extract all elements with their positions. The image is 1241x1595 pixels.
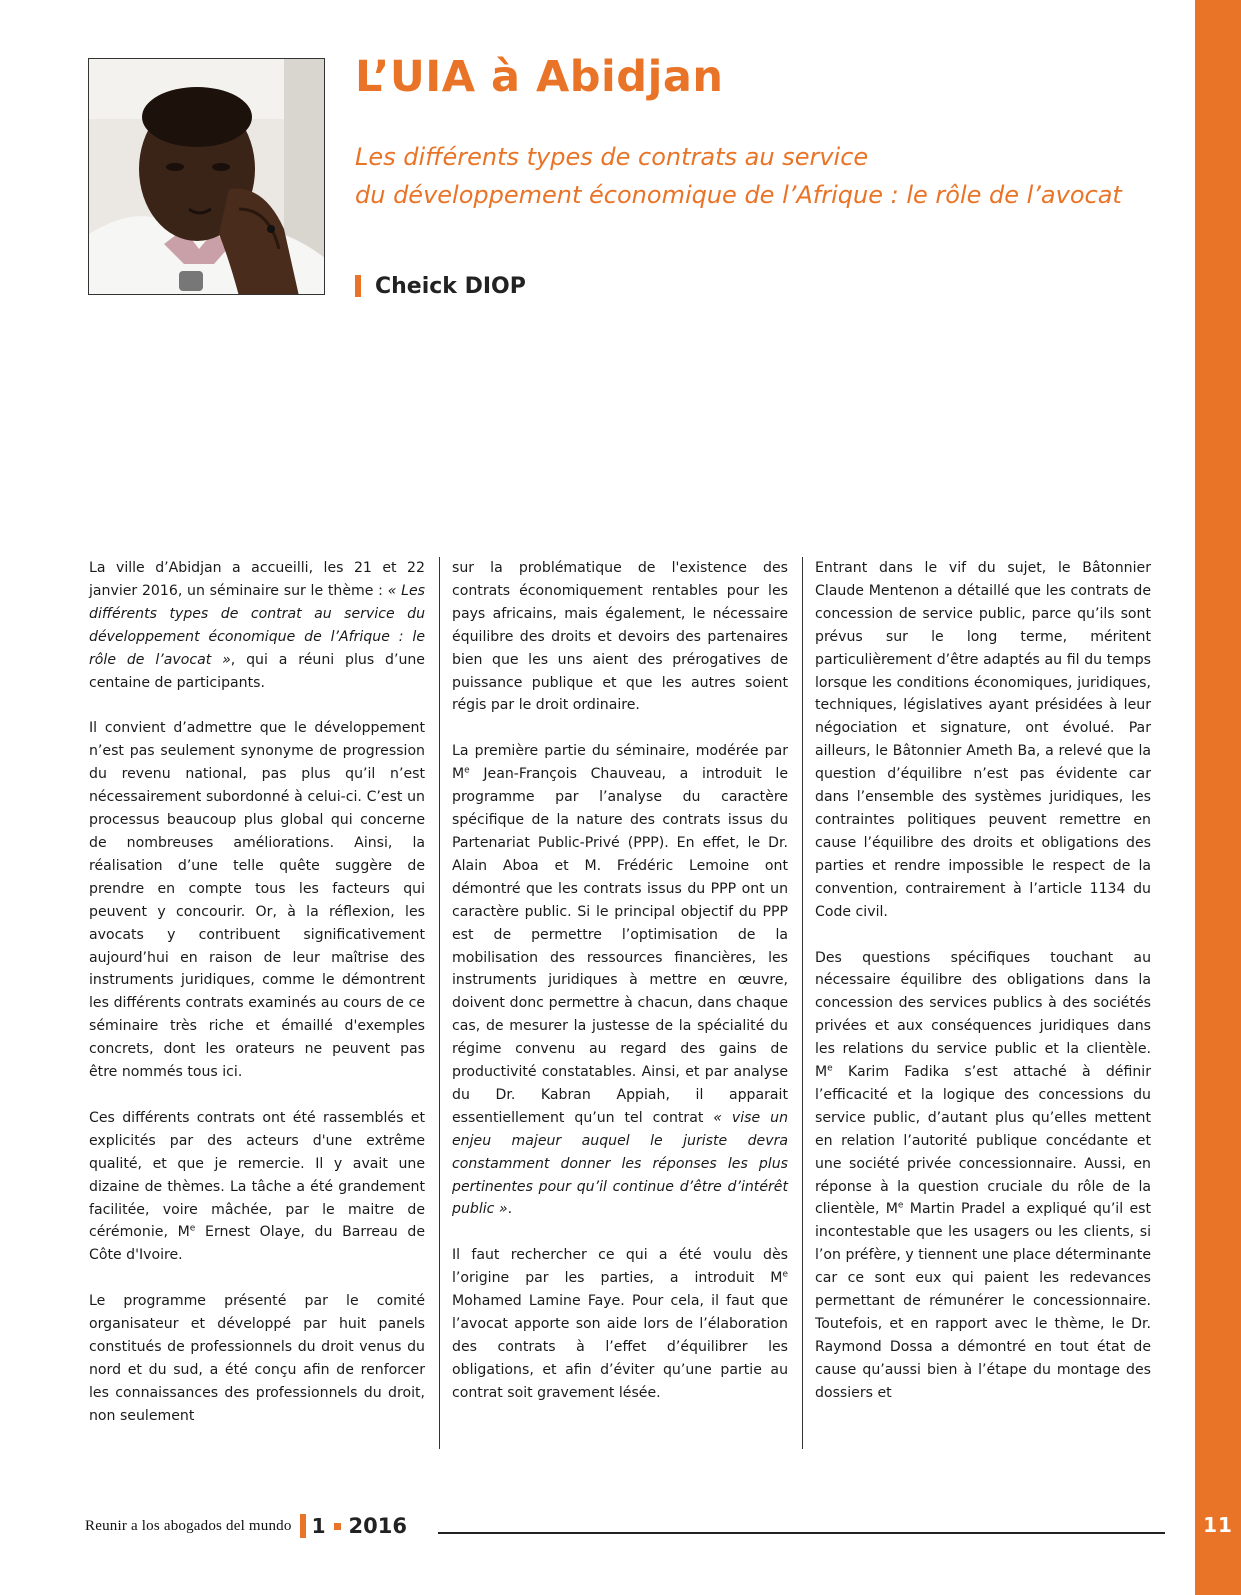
article-subtitle [355, 138, 1122, 214]
column-divider [439, 557, 440, 1449]
seminar-theme-quote: « Les différents types de contrat au service du développement économique de l’Afrique : le rôle de l’avocat » [89, 582, 426, 668]
footer-separator-dot [334, 1523, 341, 1530]
footer-issue-number: 1 [311, 1514, 326, 1538]
author-marker [355, 275, 361, 297]
page-number: 11 [1203, 1513, 1233, 1537]
article-title: L’UIA à Abidjan [355, 52, 724, 102]
column-divider [802, 557, 803, 1449]
subtitle-line-1: Les différents types de contrats au service [355, 143, 869, 171]
paragraph: sur la problématique de l'existence des contrats économiquement rentables pour les pays africains, mais également, le nécessaire équilibre des droits et devoirs des partenaires bien que les uns aient des prérogatives de puissance publique et que les autres soient régis par le droit ordinaire. [452, 560, 788, 714]
paragraph: Des questions spécifiques touchant au nécessaire équilibre des obligations dans la concession des services publics à des sociétés privées et aux conséquences juridiques dans les relations du service public et la clientèle. Me Karim Fadika s’est attaché à définir l’efficacité et la logique des concessions du service public, d’autant plus qu’elles mettent en relation l’autorité publique concédante et une société privée concessionnaire. Aussi, en réponse à la question cruciale du rôle de la clientèle, Me Martin Pradel a expliqué qu’il est incontestable que les usagers ou les clients, si l’on préfère, y tiennent une place déterminante car ce sont eux qui paient les redevances permettant de rémunérer le concessionnaire. Toutefois, et en rapport avec le thème, le Dr. Raymond Dossa a démontré en tout état de cause qu’aussi bien à l’étape du montage des dossiers et [815, 949, 1151, 1401]
author-name: Cheick DIOP [375, 273, 526, 299]
side-accent-bar [1195, 0, 1241, 1595]
text-column-1 [89, 557, 425, 1451]
footer-tagline: Reunir a los abogados del mundo [85, 1517, 292, 1534]
paragraph: Ces différents contrats ont été rassemblés et explicités par des acteurs d'une extrême qualité, et que je remercie. Il y avait une dizaine de thèmes. La tâche a été grandement facilitée, voire mâchée, par le maitre de cérémonie, Me Ernest Olaye, du Barreau de Côte d'Ivoire. [89, 1109, 425, 1264]
author-photo [88, 58, 325, 295]
text-column-3 [815, 557, 1151, 1428]
paragraph: Il faut rechercher ce qui a été voulu dès l’origine par les parties, a introduit Me Mohamed Lamine Faye. Pour cela, il faut que l’avocat apporte son aide lors de l’élaboration des contrats à l’effet d’équilibrer les obligations, et afin d’éviter qu’une partie au contrat soit gravement lésée. [452, 1247, 788, 1401]
paragraph: La première partie du séminaire, modérée par Me Jean-François Chauveau, a introduit le programme par l’analyse du caractère spécifique de la nature des contrats issus du Partenariat Public-Privé (PPP). En effet, le Dr. Alain Aboa et M. Frédéric Lemoine ont démontré que les contrats issus du PPP ont un caractère public. Si le principal objectif du PPP est de permettre l’optimisation de la mobilisation des ressources financières, les instruments juridiques à mettre en œuvre, doivent donc permettre à chacun, dans chaque cas, de mesurer la justesse de la spécialité du régime convenu au regard des gains de productivité constatables. Ainsi, et par analyse du Dr. Kabran Appiah, il apparait essentiellement qu’un tel contrat « vise un enjeu majeur auquel le juriste devra constamment donner les réponses les plus pertinentes pour qu’il continue d’être d’intérêt public ». [452, 743, 788, 1218]
footer-marker [300, 1514, 306, 1538]
footer-rule [438, 1532, 1165, 1534]
inline-quote: « vise un enjeu majeur auquel le juriste devra constamment donner les réponses les plus pertinentes pour qu’il continue d’être d’intérêt public » [452, 1109, 788, 1218]
text-column-2 [452, 557, 788, 1428]
paragraph: La ville d’Abidjan a accueilli, les 21 et 22 janvier 2016, un séminaire sur le thème : « Les différents types de contrat au service du développement économique de l’Afrique : le rôle de l’avocat », qui a réuni plus d’une centaine de participants. [89, 560, 426, 691]
author-byline [355, 272, 526, 300]
paragraph: Il convient d’admettre que le développement n’est pas seulement synonyme de progression du revenu national, pas plus qu’il n’est nécessairement subordonné à celui-ci. C’est un processus beaucoup plus global qui concerne de nombreuses améliorations. Ainsi, la réalisation d’une telle quête suggère de prendre en compte tous les facteurs qui peuvent y concourir. Or, à la réflexion, les avocats y contribuent significativement aujourd’hui en raison de leur maîtrise des instruments juridiques, comme le démontrent les différents contrats examinés au cours de ce séminaire très riche et émaillé d'exemples concrets, dont les orateurs ne peuvent pas être nommés tous ici. [89, 720, 425, 1081]
subtitle-line-2: du développement économique de l’Afrique : le rôle de l’avocat [355, 181, 1122, 209]
paragraph: Entrant dans le vif du sujet, le Bâtonnier Claude Mentenon a détaillé que les contrats de concession de service public, parce qu’ils sont prévus sur le long terme, méritent particulièrement d’être adaptés au fil du temps lorsque les conditions économiques, juridiques, techniques, législatives ayant présidées à leur négociation et signature, ont évolué. Par ailleurs, le Bâtonnier Ameth Ba, a relevé que la question d’équilibre n’est pas évidente car dans l’ensemble des systèmes juridiques, les contraintes politiques peuvent remettre en cause l’équilibre des droits et obligations des parties et rendre impossible le respect de la convention, contrairement à l’article 1134 du Code civil. [815, 560, 1151, 920]
footer-year: 2016 [348, 1514, 407, 1538]
paragraph: Le programme présenté par le comité organisateur et développé par huit panels constitués de professionnels du droit venus du nord et du sud, a été conçu afin de renforcer les connaissances des professionnels du droit, non seulement [89, 1293, 425, 1424]
author-portrait-image [89, 59, 325, 295]
page-footer [85, 1512, 407, 1540]
